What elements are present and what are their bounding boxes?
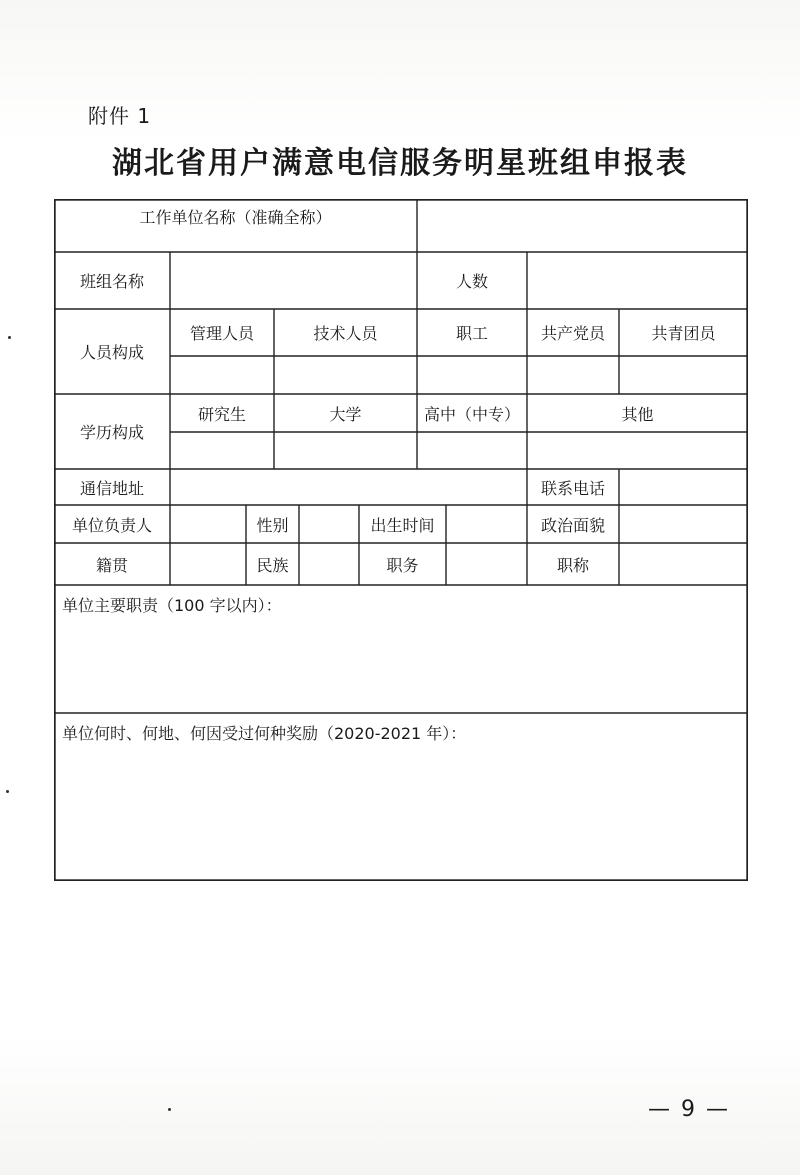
headcount-field[interactable] bbox=[527, 252, 748, 309]
ethnicity-label: 民族 bbox=[256, 555, 289, 575]
duties-section[interactable] bbox=[54, 585, 748, 713]
staff-col-technical: 技术人员 bbox=[313, 324, 378, 343]
edu-postgraduate-field[interactable] bbox=[170, 432, 274, 469]
native-place-field[interactable] bbox=[170, 543, 246, 585]
ethnicity-field[interactable] bbox=[299, 543, 359, 585]
work-unit-field[interactable] bbox=[417, 199, 748, 252]
edu-high-school-field[interactable] bbox=[417, 432, 527, 469]
staff-workers-field[interactable] bbox=[417, 356, 527, 394]
edu-col-postgraduate: 研究生 bbox=[197, 404, 246, 424]
scan-speck bbox=[8, 336, 11, 339]
edu-col-university: 大学 bbox=[329, 404, 362, 424]
staff-technical-field[interactable] bbox=[274, 356, 417, 394]
staff-management-field[interactable] bbox=[170, 356, 274, 394]
title-label: 职称 bbox=[556, 555, 589, 575]
position-label: 职务 bbox=[386, 555, 419, 575]
application-form-table bbox=[54, 199, 748, 881]
leader-field[interactable] bbox=[170, 505, 246, 543]
edu-col-high-school: 高中（中专） bbox=[423, 404, 520, 424]
birth-field[interactable] bbox=[446, 505, 527, 543]
position-field[interactable] bbox=[446, 543, 527, 585]
work-unit-label: 工作单位名称（准确全称） bbox=[139, 208, 332, 227]
education-composition-label: 学历构成 bbox=[79, 423, 144, 442]
staff-col-party-members: 共产党员 bbox=[540, 324, 605, 343]
phone-label: 联系电话 bbox=[540, 478, 605, 498]
phone-field[interactable] bbox=[619, 469, 748, 505]
headcount-label: 人数 bbox=[455, 272, 488, 291]
scan-speck bbox=[6, 790, 9, 793]
gender-label: 性别 bbox=[256, 515, 289, 535]
staff-col-workers: 职工 bbox=[455, 324, 488, 343]
awards-label: 单位何时、何地、何因受过何种奖励（2020-2021 年）： bbox=[62, 724, 467, 743]
edu-university-field[interactable] bbox=[274, 432, 417, 469]
page-number: — 9 — bbox=[648, 1097, 730, 1122]
politics-field[interactable] bbox=[619, 505, 748, 543]
staff-league-field[interactable] bbox=[619, 356, 748, 394]
native-place-label: 籍贯 bbox=[95, 555, 128, 575]
form-title: 湖北省用户满意电信服务明星班组申报表 bbox=[112, 146, 688, 181]
edu-col-other: 其他 bbox=[621, 404, 654, 424]
team-name-field[interactable] bbox=[170, 252, 417, 309]
address-field[interactable] bbox=[170, 469, 527, 505]
scan-speck bbox=[168, 1108, 171, 1111]
team-name-label: 班组名称 bbox=[79, 272, 144, 291]
address-label: 通信地址 bbox=[79, 478, 144, 498]
birth-label: 出生时间 bbox=[370, 515, 435, 535]
awards-section[interactable] bbox=[54, 713, 748, 881]
politics-label: 政治面貌 bbox=[540, 515, 605, 535]
leader-label: 单位负责人 bbox=[71, 515, 152, 535]
staff-party-field[interactable] bbox=[527, 356, 619, 394]
edu-other-field[interactable] bbox=[527, 432, 748, 469]
title-field[interactable] bbox=[619, 543, 748, 585]
staff-col-league-members: 共青团员 bbox=[651, 324, 716, 343]
staff-composition-label: 人员构成 bbox=[79, 343, 144, 362]
duties-label: 单位主要职责（100 字以内）： bbox=[62, 596, 282, 615]
gender-field[interactable] bbox=[299, 505, 359, 543]
staff-col-management: 管理人员 bbox=[189, 324, 254, 343]
attachment-label: 附件 1 bbox=[88, 104, 152, 128]
